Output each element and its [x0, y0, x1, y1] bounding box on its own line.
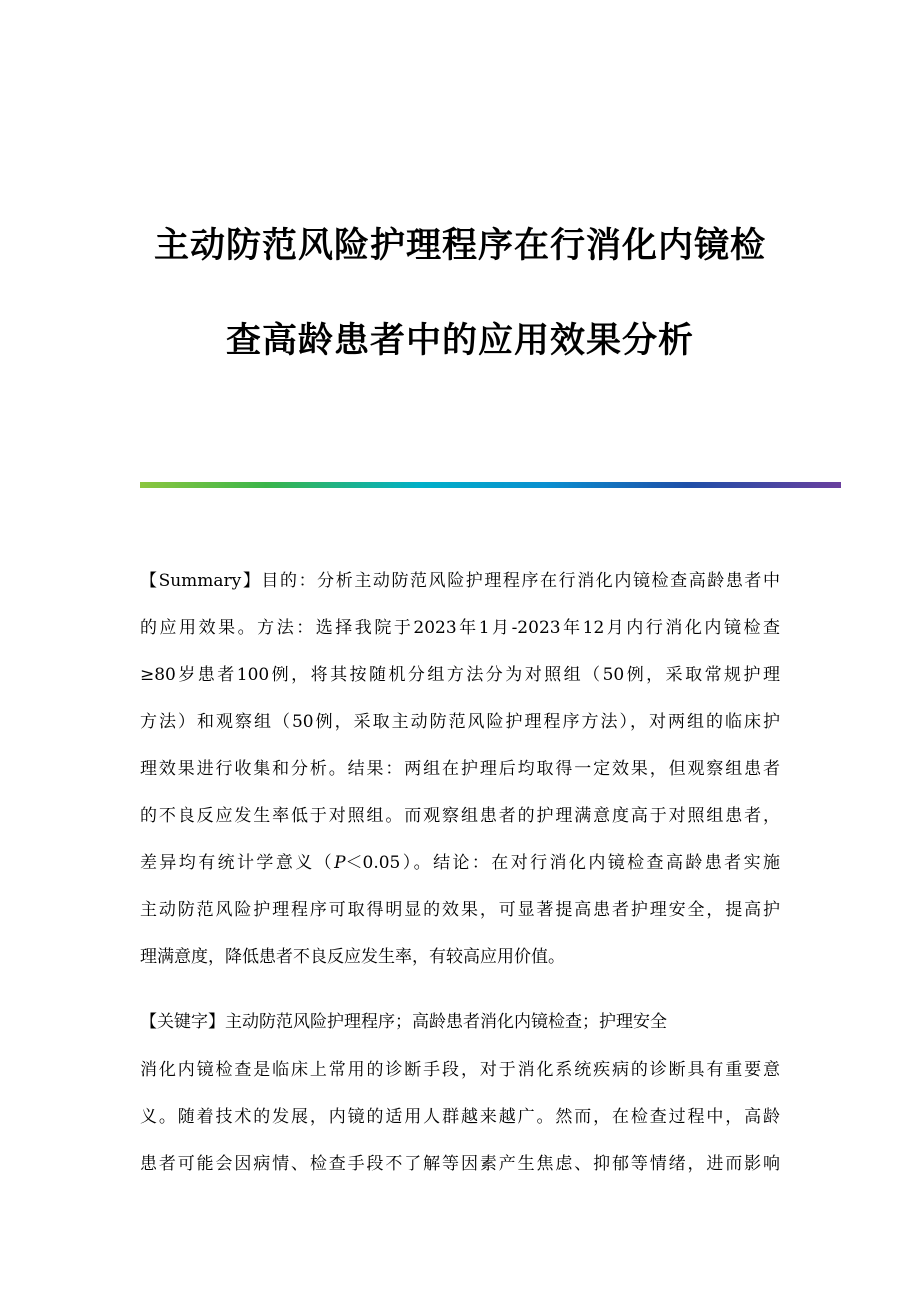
- intro-line: 消化内镜检查是临床上常用的诊断手段，对于消化系统疾病的诊断具有重要意: [140, 1060, 780, 1080]
- summary-line: ≥80岁患者100例，将其按随机分组方法分为对照组（50例，采取常规护理: [140, 665, 780, 685]
- page-title-line-1: 主动防范风险护理程序在行消化内镜检: [153, 226, 766, 266]
- keywords-line: 【关键字】主动防范风险护理程序；高龄患者消化内镜检查；护理安全: [140, 1012, 667, 1032]
- summary-line-prefix: 差异均有统计学意义（: [140, 853, 335, 873]
- summary-line: 理效果进行收集和分析。结果：两组在护理后均取得一定效果，但观察组患者: [140, 759, 780, 779]
- intro-line: 患者可能会因病情、检查手段不了解等因素产生焦虑、抑郁等情绪，进而影响: [140, 1154, 780, 1174]
- summary-paragraph: [140, 558, 780, 981]
- summary-line: 主动防范风险护理程序可取得明显的效果，可显著提高患者护理安全，提高护: [140, 900, 780, 920]
- summary-line: 的应用效果。方法：选择我院于2023年1月-2023年12月内行消化内镜检查: [140, 618, 780, 638]
- summary-line-suffix: ＜0.05）。结论：在对行消化内镜检查高龄患者实施: [345, 853, 780, 873]
- intro-paragraph: [140, 1047, 780, 1188]
- keywords-paragraph: [140, 999, 780, 1046]
- gradient-divider: [140, 482, 841, 488]
- summary-line: 理满意度，降低患者不良反应发生率，有较高应用价值。: [140, 947, 565, 967]
- summary-line: 【Summary】目的：分析主动防范风险护理程序在行消化内镜检查高龄患者中: [140, 571, 780, 591]
- summary-line: 方法）和观察组（50例，采取主动防范风险护理程序方法），对两组的临床护: [140, 712, 780, 732]
- summary-line: [140, 840, 780, 887]
- summary-line: 的不良反应发生率低于对照组。而观察组患者的护理满意度高于对照组患者，: [140, 806, 780, 826]
- p-value-symbol: P: [334, 853, 346, 873]
- page-title-line-2: 查高龄患者中的应用效果分析: [225, 321, 694, 361]
- intro-line: 义。随着技术的发展，内镜的适用人群越来越广。然而，在检查过程中，高龄: [140, 1107, 780, 1127]
